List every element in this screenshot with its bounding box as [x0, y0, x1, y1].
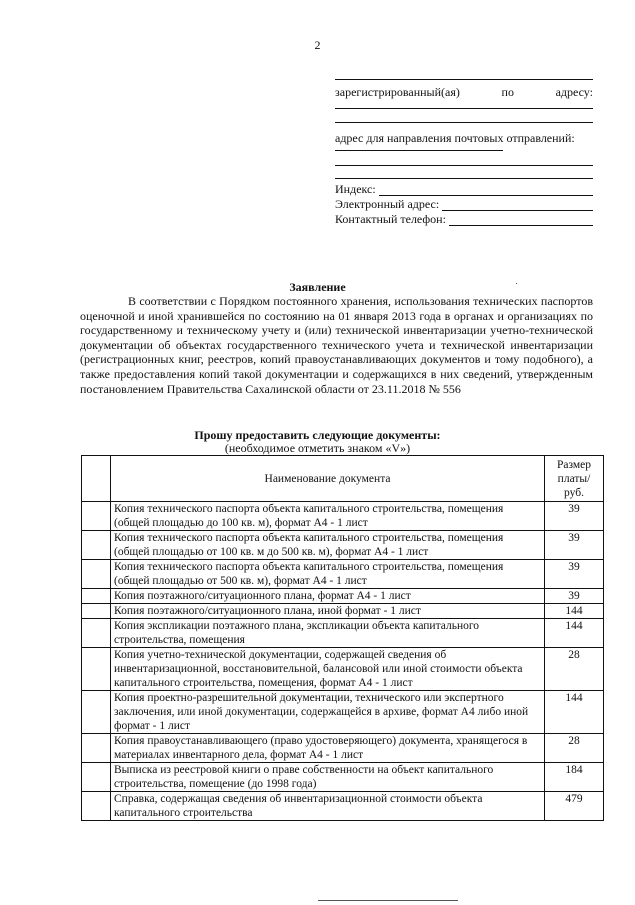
row-price: 144	[545, 604, 604, 619]
registered-address-line-1[interactable]	[335, 108, 593, 109]
row-document-name: Копия технического паспорта объекта капитального строительства, помещения (общей площадью до 100 кв. м), формат А4 - 1 лист	[111, 502, 545, 531]
registered-address-line-2[interactable]	[335, 122, 593, 123]
table-row	[82, 502, 604, 531]
phone-input-line[interactable]	[449, 214, 593, 226]
table-row	[82, 619, 604, 648]
row-document-name: Копия поэтажного/ситуационного плана, иной формат - 1 лист	[111, 604, 545, 619]
row-checkbox-cell[interactable]	[82, 648, 111, 691]
index-field[interactable]	[335, 181, 593, 196]
row-checkbox-cell[interactable]	[82, 763, 111, 792]
row-price: 39	[545, 531, 604, 560]
table-row	[82, 734, 604, 763]
table-row	[82, 763, 604, 792]
postal-address-line-1[interactable]	[335, 150, 503, 151]
row-checkbox-cell[interactable]	[82, 604, 111, 619]
blank-line[interactable]	[335, 79, 593, 80]
page-number: 2	[314, 38, 321, 52]
postal-address-line-3[interactable]	[335, 178, 593, 179]
registered-address-label	[335, 85, 593, 99]
table-row	[82, 792, 604, 821]
row-price: 39	[545, 502, 604, 531]
index-label: Индекс:	[335, 182, 376, 196]
table-row	[82, 648, 604, 691]
row-price: 39	[545, 589, 604, 604]
row-price: 184	[545, 763, 604, 792]
registered-word: зарегистрированный(ая)	[335, 85, 460, 99]
row-document-name: Копия учетно-технической документации, содержащей сведения об инвентаризационной, восстановительной, балансовой или иной стоимости объекта капитального строительства, помещения, формат А4 - 1 лист	[111, 648, 545, 691]
table-row	[82, 604, 604, 619]
row-document-name: Копия поэтажного/ситуационного плана, формат А4 - 1 лист	[111, 589, 545, 604]
documents-table	[81, 455, 604, 821]
table-row	[82, 560, 604, 589]
statement-title: Заявление	[289, 280, 346, 294]
row-price: 479	[545, 792, 604, 821]
row-checkbox-cell[interactable]	[82, 589, 111, 604]
row-document-name: Копия правоустанавливающего (право удостоверяющего) документа, хранящегося в материалах инвентарного дела, формат А4 - 1 лист	[111, 734, 545, 763]
row-checkbox-cell[interactable]	[82, 734, 111, 763]
row-price: 39	[545, 560, 604, 589]
row-price: 28	[545, 734, 604, 763]
page-edge-mark	[318, 900, 458, 901]
address-block	[335, 70, 593, 226]
row-price: 144	[545, 619, 604, 648]
header-document-name: Наименование документа	[111, 456, 545, 502]
email-label: Электронный адрес:	[335, 197, 440, 211]
row-checkbox-cell[interactable]	[82, 531, 111, 560]
row-document-name: Копия проектно-разрешительной документации, технического или экспертного заключения, или иной документации, содержащейся в архиве, формат А4 либо иной формат - 1 лист	[111, 691, 545, 734]
row-price: 28	[545, 648, 604, 691]
phone-label: Контактный телефон:	[335, 212, 446, 226]
row-document-name: Выписка из реестровой книги о праве собственности на объект капитального строительства, помещение (до 1998 года)	[111, 763, 545, 792]
request-title: Прошу предоставить следующие документы:	[194, 428, 441, 442]
statement-body: В соответствии с Порядком постоянного хранения, использования технических паспортов оценочной и иной хранившейся по состоянию на 01 января 2013 года в органах и организациях по государственному и техническому учету и (или) технической инвентаризации учетно-технической документации об объектах государственного технического учета и технической инвентаризации (регистрационных книг, реестров, копий правоустанавливающих документов и тому подобного), а также предоставления копий такой документации и содержащихся в них сведений, утвержденным постановлением Правительства Сахалинской области от 23.11.2018 № 556	[80, 294, 593, 396]
header-price: Размер платы/ руб.	[545, 456, 604, 502]
email-field[interactable]	[335, 196, 593, 211]
by-word: по	[501, 85, 514, 99]
table-row	[82, 531, 604, 560]
table-row	[82, 691, 604, 734]
table-row	[82, 589, 604, 604]
index-input-line[interactable]	[379, 184, 593, 196]
row-checkbox-cell[interactable]	[82, 502, 111, 531]
row-document-name: Копия технического паспорта объекта капитального строительства, помещения (общей площадью от 500 кв. м), формат А4 - 1 лист	[111, 560, 545, 589]
row-checkbox-cell[interactable]	[82, 560, 111, 589]
postal-address-label: адрес для направления почтовых отправлений:	[335, 131, 575, 145]
postal-address-line-2[interactable]	[335, 165, 593, 166]
row-document-name: Справка, содержащая сведения об инвентаризационной стоимости объекта капитального строительства	[111, 792, 545, 821]
address-word: адресу:	[555, 85, 593, 99]
phone-field[interactable]	[335, 211, 593, 226]
row-price: 144	[545, 691, 604, 734]
email-input-line[interactable]	[442, 199, 593, 211]
row-checkbox-cell[interactable]	[82, 691, 111, 734]
request-subtitle: (необходимое отметить знаком «V»)	[224, 441, 411, 455]
header-check-cell	[82, 456, 111, 502]
row-checkbox-cell[interactable]	[82, 619, 111, 648]
row-checkbox-cell[interactable]	[82, 792, 111, 821]
row-document-name: Копия технического паспорта объекта капитального строительства, помещения (общей площадью от 100 кв. м до 500 кв. м), формат А4 - 1 лист	[111, 531, 545, 560]
row-document-name: Копия экспликации поэтажного плана, экспликации объекта капитального строительства, помещения	[111, 619, 545, 648]
table-header-row	[82, 456, 604, 502]
